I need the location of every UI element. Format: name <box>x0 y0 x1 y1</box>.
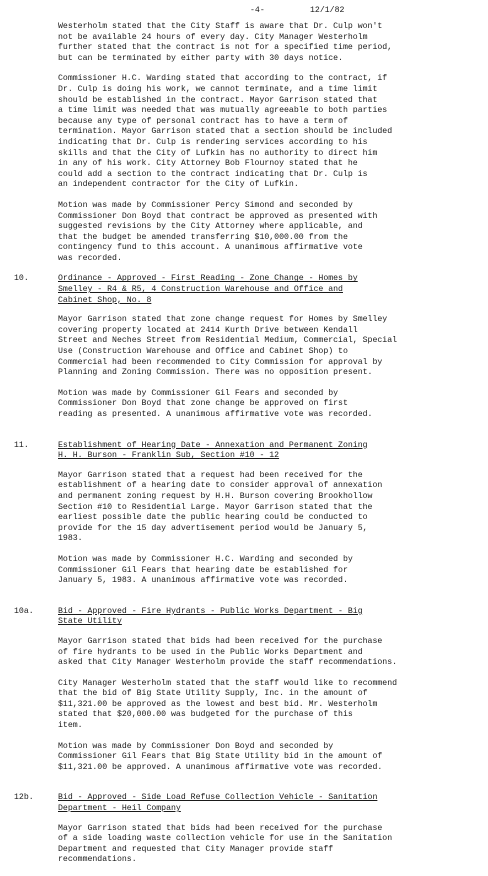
intro-paragraph: Westerholm stated that the City Staff is aware that Dr. Culp won't not be available 24 hours of every day. City Manager Westerholm further stated that the contract is not for a specified time period, but can be terminated by either party with 30 days notice. <box>58 22 393 63</box>
item-title: Establishment of Hearing Date - Annexation and Permanent Zoning H. H. Burson - Franklin Sub, Section #10 - 12 <box>58 440 368 461</box>
intro-paragraph: Commissioner H.C. Warding stated that according to the contract, if Dr. Culp is doing his work, we cannot terminate, and a time limit should be established in the contract. Mayor Garrison stated that a time limit was needed that was mutually agreeable to both parties because any type of personal contract has to have a term of termination. Mayor Garrison stated that a section should be included indicating that Dr. Culp is rendering services according to his skills and that the City of Lufkin has no authority to direct him in any of his work. City Attorney Bob Flournoy stated that he could add a section to the contract indicating that Dr. Culp is an independent contractor for the City of Lufkin. <box>58 74 393 190</box>
item-paragraph: Motion was made by Commissioner Don Boyd and seconded by Commissioner Gil Fears that Big State Utility bid in the amount of $11,321.00 be approved. A unanimous affirmative vote was recorded. <box>58 741 383 772</box>
item-number: 12b. <box>14 793 34 803</box>
intro-paragraph: Motion was made by Commissioner Percy Simond and seconded by Commissioner Don Boyd that contract be approved as presented with suggested revisions by the City Attorney where applicable, and that the budget be amended transferring $10,000.00 from the contingency fund to this account. A unanimous affirmative vote was recorded. <box>58 200 378 263</box>
agenda-item <box>14 274 468 430</box>
item-paragraph: Motion was made by Commissioner H.C. Warding and seconded by Commissioner Gil Fears that hearing date be established for January 5, 1983. A unanimous affirmative vote was recorded. <box>58 554 353 586</box>
item-title: Bid - Approved - Side Load Refuse Collection Vehicle - Sanitation Department - Heil Company <box>58 793 378 814</box>
intro-block <box>58 22 468 264</box>
item-number: 10. <box>14 274 29 284</box>
item-paragraph: Mayor Garrison stated that zone change request for Homes by Smelley covering property located at 2414 Kurth Drive between Kendall Street and Neches Street from Residential Medium, Commercial, Special Use (Construction Warehouse and Office and Cabinet Shop) to Commercial had been recommended to City Commission for approval by Planning and Zoning Commission. There was no opposition present. <box>58 315 398 378</box>
agenda-item <box>14 793 468 876</box>
item-number: 11. <box>14 440 29 450</box>
item-title: Bid - Approved - Fire Hydrants - Public Works Department - Big State Utility <box>58 606 363 627</box>
item-paragraph: Motion was made by Commissioner Gil Fears and seconded by Commissioner Don Boyd that zone change be approved on first reading as presented. A unanimous affirmative vote was recorded. <box>58 388 373 419</box>
item-paragraph: Mayor Garrison stated that bids had been received for the purchase of a side loading waste collection vehicle for use in the Sanitation Department and requested that City Manager provide staff recommendations. <box>58 823 393 865</box>
item-paragraph: Mayor Garrison stated that a request had been received for the establishment of a hearing date to consider approval of annexation and permanent zoning request by H.H. Burson covering Brookhollow Section #10 to Residential Large. Mayor Garrison stated that the earliest possible date the public hearing could be conducted to provide for the 15 day advertisement period would be January 5, 1983. <box>58 470 383 544</box>
page-number: -4- <box>250 6 265 15</box>
item-paragraph: Mayor Garrison stated that bids had been received for the purchase of fire hydrants to be used in the Public Works Department and asked that City Manager Westerholm provide the staff recommendations. <box>58 636 398 668</box>
page-header <box>58 0 468 22</box>
item-paragraph: City Manager Westerholm stated that the staff would like to recommend that the bid of Big State Utility Supply, Inc. in the amount of $11,321.00 be approved as the lowest and best bid. Mr. Westerholm stated that $20,000.00 was budgeted for the purchase of this item. <box>58 678 398 731</box>
item-title: Ordinance - Approved - First Reading - Zone Change - Homes by Smelley - R4 & R5, 4 Construction Warehouse and Office and Cabinet Shop, No. 8 <box>58 274 358 305</box>
agenda-item <box>14 606 468 784</box>
page-date: 12/1/82 <box>310 6 345 15</box>
agenda-item <box>14 440 468 597</box>
item-number: 10a. <box>14 606 34 616</box>
